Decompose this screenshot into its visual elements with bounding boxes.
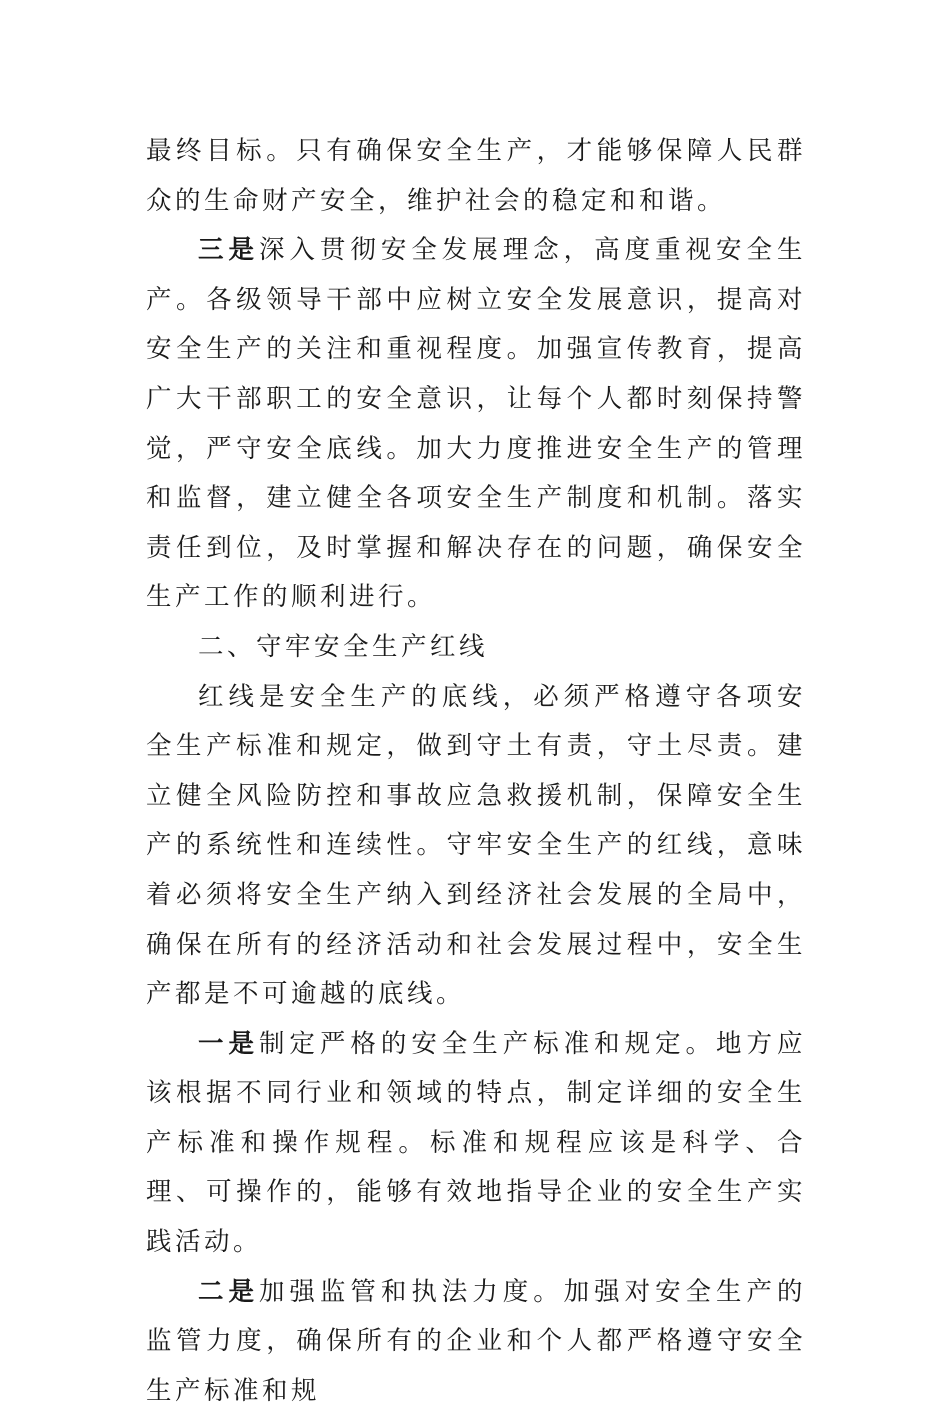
paragraph-1: [146, 127, 806, 226]
paragraph-2-lead: 三是: [198, 235, 259, 266]
document-body: [146, 127, 806, 1416]
paragraph-4-text: 制定严格的安全生产标准和规定。地方应该根据不同行业和领域的特点，制定详细的安全生产标准和操作规程。标准和规程应该是科学、合理、可操作的，能够有效地指导企业的安全生产实践活动。: [146, 1028, 806, 1258]
paragraph-1-text: 最终目标。只有确保安全生产，才能够保障人民群众的生命财产安全，维护社会的稳定和和谐。: [146, 136, 806, 216]
section-heading-text: 二、守牢安全生产红线: [198, 631, 489, 662]
paragraph-5: [146, 1268, 806, 1416]
paragraph-2-text: 深入贯彻安全发展理念，高度重视安全生产。各级领导干部中应树立安全发展意识，提高对安全生产的关注和重视程度。加强宣传教育，提高广大干部职工的安全意识，让每个人都时刻保持警觉，严守安全底线。加大力度推进安全生产的管理和监督，建立健全各项安全生产制度和机制。落实责任到位，及时掌握和解决存在的问题，确保安全生产工作的顺利进行。: [146, 235, 806, 613]
paragraph-3-text: 红线是安全生产的底线，必须严格遵守各项安全生产标准和规定，做到守土有责，守土尽责。建立健全风险防控和事故应急救援机制，保障安全生产的系统性和连续性。守牢安全生产的红线，意味着必须将安全生产纳入到经济社会发展的全局中，确保在所有的经济活动和社会发展过程中，安全生产都是不可逾越的底线。: [146, 681, 806, 1010]
paragraph-5-text: 加强监管和执法力度。加强对安全生产的监管力度，确保所有的企业和个人都严格遵守安全生产标准和规: [146, 1276, 806, 1406]
paragraph-2: [146, 226, 806, 623]
paragraph-5-lead: 二是: [198, 1276, 259, 1307]
paragraph-4-lead: 一是: [198, 1028, 259, 1059]
section-heading: [146, 623, 806, 673]
paragraph-4: [146, 1020, 806, 1268]
paragraph-3: [146, 673, 806, 1020]
